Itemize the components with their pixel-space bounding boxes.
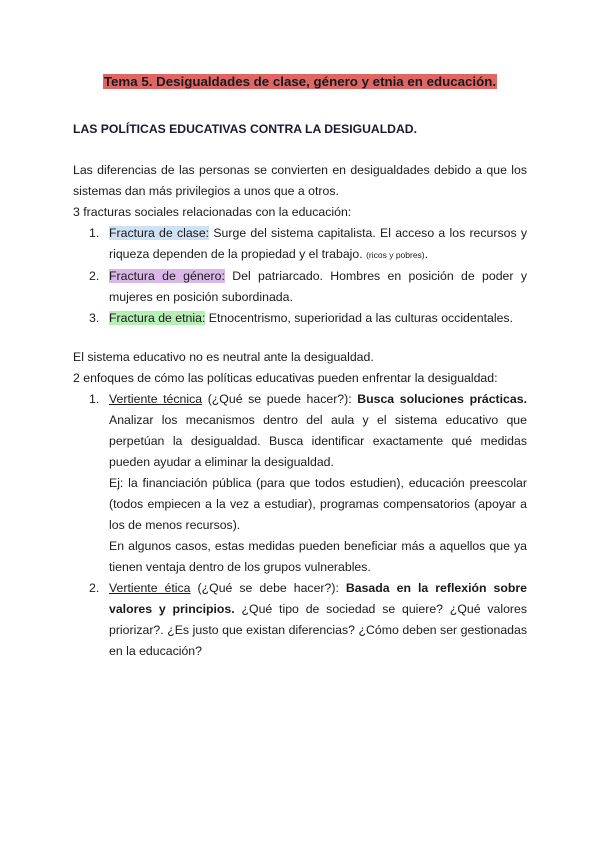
vertiente-tecnica-note: En algunos casos, estas medidas pueden beneficiar más a aquellos que ya tienen ventaja dentro de los grupos vulnerables. [109,539,527,574]
fractura-etnia-text: Etnocentrismo, superioridad a las culturas occidentales. [205,311,513,325]
document-title-text: Tema 5. Desigualdades de clase, género y etnia en educación. [103,74,497,89]
list-item-vertiente-etica [73,578,527,662]
list-item-fractura-clase [73,223,527,266]
intro-paragraph: Las diferencias de las personas se convierten en desigualdades debido a que los sistemas dan más privilegios a unos que a otros. [73,163,527,198]
list-number: 1. [89,226,100,240]
list-item-fractura-etnia [73,308,527,329]
vertiente-etica-label: Vertiente ética [109,581,191,595]
fractura-clase-label: Fractura de clase: [109,226,210,240]
fractura-etnia-label: Fractura de etnia: [109,311,206,325]
enfoques-intro-line2: 2 enfoques de cómo las políticas educativas pueden enfrentar la desigualdad: [73,371,498,385]
vertiente-tecnica-label: Vertiente técnica [109,392,203,406]
fracturas-lead: 3 fracturas sociales relacionadas con la educación: [73,205,352,219]
vertiente-etica-bold: Basada en la reflexión sobre valores y principios. [109,581,527,616]
vertiente-tecnica-bold: Busca soluciones prácticas. [357,392,527,406]
vertiente-tecnica-example: Ej: la financiación pública (para que todos estudien), educación preescolar (todos empiecen a la vez a estudiar), programas compensatorios (apoyar a los de menos recursos). [109,476,527,532]
list-number: 1. [89,392,100,406]
enfoques-intro-line1: El sistema educativo no es neutral ante la desigualdad. [73,350,374,364]
fractura-genero-text: Del patriarcado. Hombres en posición de poder y mujeres en posición subordinada. [109,269,527,304]
document-title [0,74,600,89]
list-number: 2. [89,581,100,595]
enfoques-list [73,389,527,662]
fractura-clase-note: (ricos y pobres) [366,250,425,260]
fractura-genero-label: Fractura de género: [109,269,225,283]
list-number: 3. [89,311,100,325]
vertiente-etica-question: (¿Qué se debe hacer?): [190,581,346,595]
section-heading: LAS POLÍTICAS EDUCATIVAS CONTRA LA DESIGUALDAD. [73,122,417,136]
fractura-clase-end: . [424,247,429,261]
list-number: 2. [89,269,100,283]
vertiente-etica-text: ¿Qué tipo de sociedad se quiere? ¿Qué valores priorizar?. ¿Es justo que existan diferencias? ¿Cómo deben ser gestionadas en la educación? [109,602,528,658]
fracturas-list [73,223,527,329]
vertiente-tecnica-text: Analizar los mecanismos dentro del aula y el sistema educativo que perpetúan la desigualdad. Busca identificar exactamente qué medidas pueden ayudar a eliminar la desigualdad. [109,413,527,469]
fracturas-section [73,160,527,329]
list-item-vertiente-tecnica [73,389,527,578]
fractura-clase-text: Surge del sistema capitalista. El acceso a los recursos y riqueza dependen de la propiedad y el trabajo. [109,226,528,261]
vertiente-tecnica-question: (¿Qué se puede hacer?): [202,392,358,406]
enfoques-section [73,347,527,662]
list-item-fractura-genero [73,266,527,308]
